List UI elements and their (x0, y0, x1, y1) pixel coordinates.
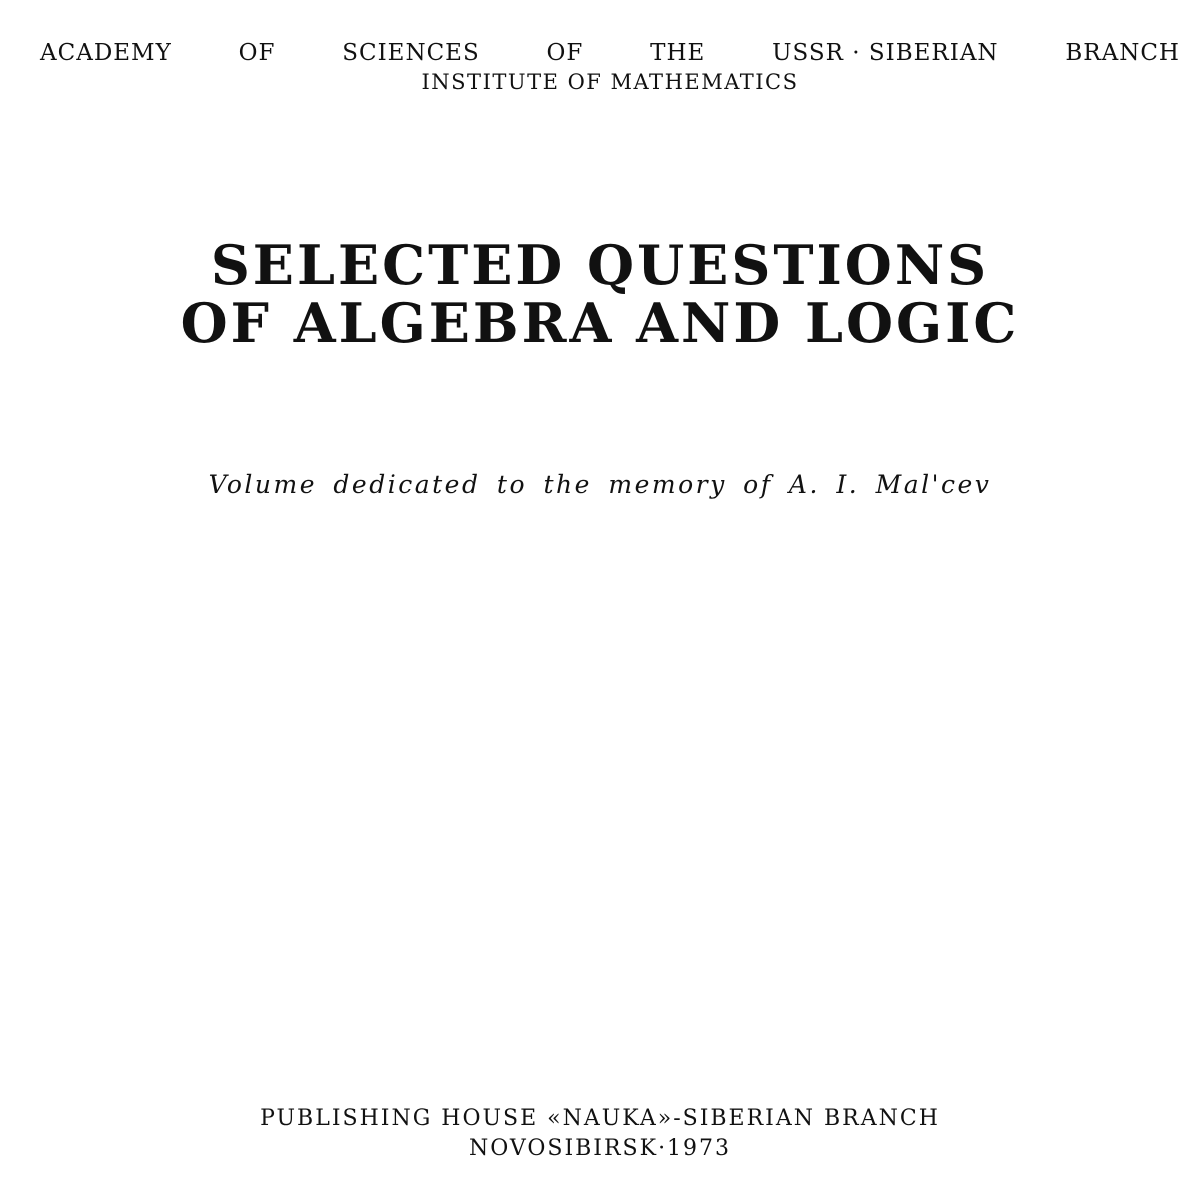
institute-line: INSTITUTE OF MATHEMATICS (421, 70, 799, 94)
place-year-line: NOVOSIBIRSK·1973 (468, 1136, 732, 1161)
dedication: Volume dedicated to the memory of A. I. Mal'cev (208, 470, 992, 499)
academy-word: THE (650, 40, 706, 66)
academy-line (40, 38, 1180, 68)
academy-word: OF (546, 40, 584, 66)
publisher-line: PUBLISHING HOUSE «NAUKA»-SIBERIAN BRANCH (260, 1106, 940, 1131)
academy-word: ACADEMY (40, 40, 172, 66)
publisher-footer (0, 1104, 1200, 1164)
book-title-line-1: SELECTED QUESTIONS (210, 233, 990, 297)
book-title-line-2: OF ALGEBRA AND LOGIC (180, 291, 1020, 355)
academy-word: OF (238, 40, 276, 66)
book-title (0, 233, 1200, 355)
academy-word: SCIENCES (342, 40, 480, 66)
academy-word: BRANCH (1065, 40, 1180, 66)
academy-word: USSR · SIBERIAN (772, 40, 999, 66)
institution-header (40, 38, 1180, 96)
